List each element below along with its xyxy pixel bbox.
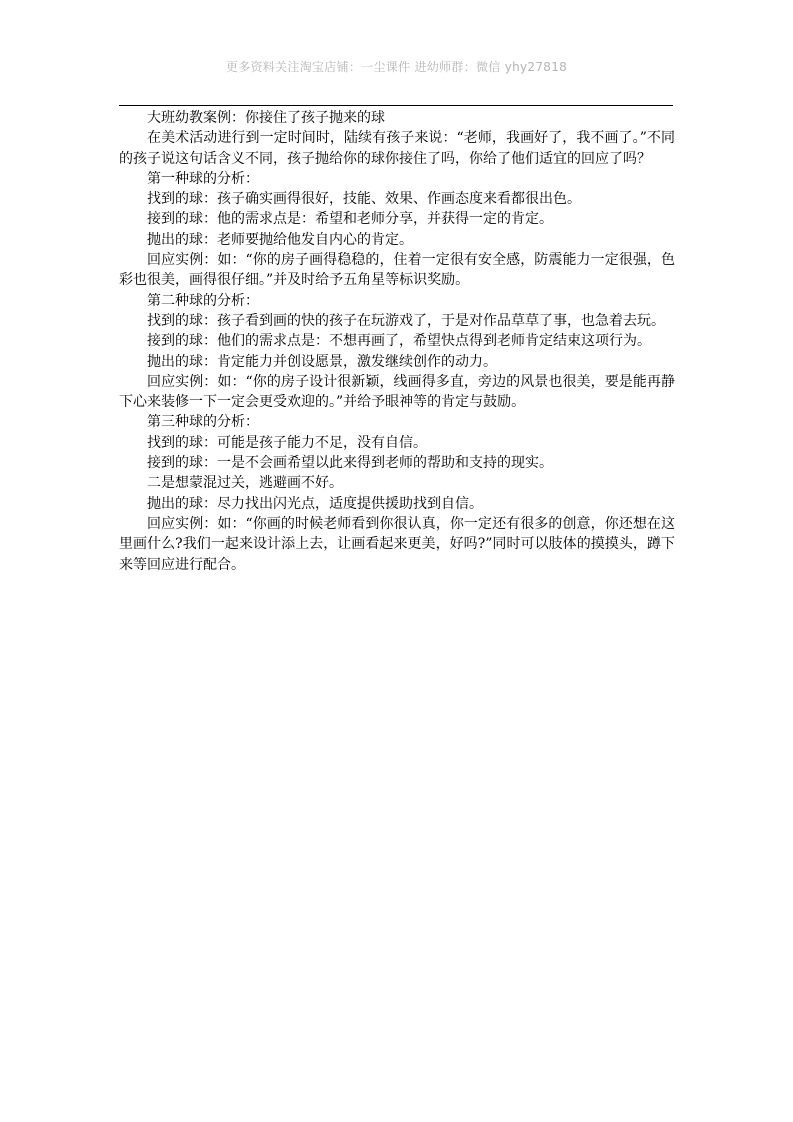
paragraph: 接到的球：他们的需求点是：不想再画了，希望快点得到老师肯定结束这项行为。 bbox=[147, 333, 651, 350]
paragraph: 回应实例：如：“你的房子设计很新颖，线画得多直，旁边的风景也很美，要是能再静下心来装修一下一定会更受欢迎的。”并给予眼神等的肯定与鼓励。 bbox=[119, 373, 675, 411]
section-heading-first-ball: 第一种球的分析： bbox=[147, 170, 259, 187]
paragraph: 抛出的球：老师要抛给他发自内心的肯定。 bbox=[147, 231, 413, 248]
paragraph: 回应实例：如：“你画的时候老师看到你很认真，你一定还有很多的创意，你还想在这里画什么?我们一起来设计添上去，让画看起来更美，好吗?”同时可以肢体的摸摸头，蹲下来等回应进行配合。 bbox=[119, 515, 675, 573]
paragraph: 二是想蒙混过关，逃避画不好。 bbox=[147, 475, 343, 492]
paragraph: 接到的球：一是不会画希望以此来得到老师的帮助和支持的现实。 bbox=[147, 455, 553, 472]
header-divider-line bbox=[119, 105, 673, 106]
section-heading-third-ball: 第三种球的分析： bbox=[147, 414, 259, 431]
paragraph: 抛出的球：肯定能力并创设愿景，激发继续创作的动力。 bbox=[147, 353, 497, 370]
intro-paragraph: 在美术活动进行到一定时间时，陆续有孩子来说：“老师，我画好了，我不画了。”不同的孩子说这句话含义不同，孩子抛给你的球你接住了吗，你给了他们适宜的回应了吗？ bbox=[119, 130, 675, 167]
paragraph: 找到的球：可能是孩子能力不足，没有自信。 bbox=[147, 434, 427, 451]
paragraph: 回应实例：如：“你的房子画得稳稳的，住着一定很有安全感，防震能力一定很强，色彩也很美，画得很仔细。”并及时给予五角星等标识奖励。 bbox=[119, 252, 675, 289]
document-body bbox=[119, 108, 675, 575]
paragraph: 找到的球：孩子确实画得很好，技能、效果、作画态度来看都很出色。 bbox=[147, 191, 581, 208]
section-heading-second-ball: 第二种球的分析： bbox=[147, 292, 259, 309]
document-title: 大班幼教案例：你接住了孩子抛来的球 bbox=[147, 110, 385, 126]
paragraph: 找到的球：孩子看到画的快的孩子在玩游戏了，于是对作品草草了事，也急着去玩。 bbox=[147, 312, 665, 329]
paragraph: 抛出的球：尽力找出闪光点，适度提供援助找到自信。 bbox=[147, 495, 483, 512]
page-header-watermark: 更多资料关注淘宝店铺：一尘课件 进幼师群：微信 yhy27818 bbox=[225, 60, 568, 74]
paragraph: 接到的球：他的需求点是：希望和老师分享，并获得一定的肯定。 bbox=[147, 211, 553, 228]
